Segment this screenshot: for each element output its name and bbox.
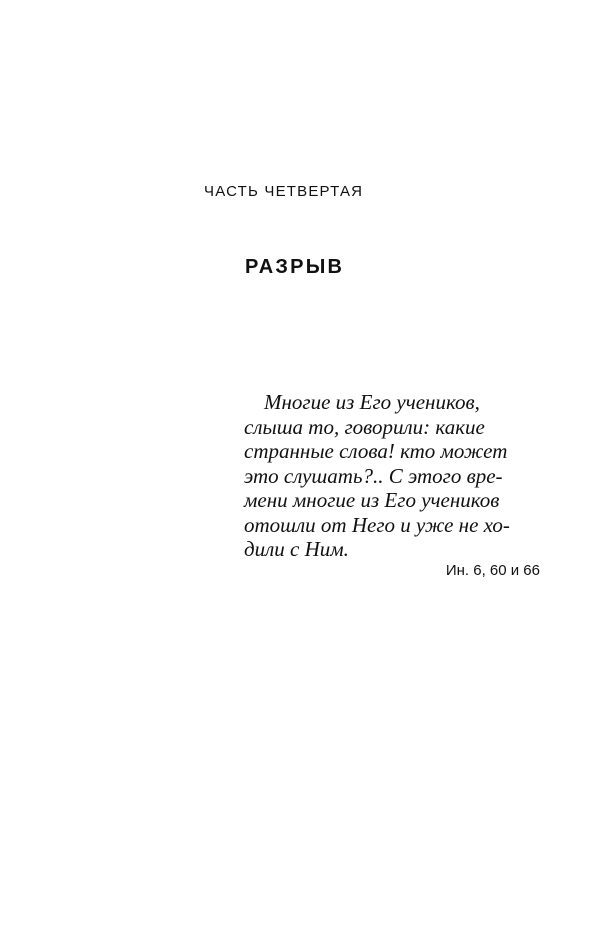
epigraph-source: Ин. 6, 60 и 66: [445, 561, 540, 579]
epigraph: [244, 390, 554, 580]
epigraph-line: Многие из Его учеников,: [264, 390, 480, 414]
epigraph-line: мени многие из Его учеников: [244, 488, 500, 512]
epigraph-text: [244, 390, 554, 562]
epigraph-line: слыша то, говорили: какие: [244, 414, 485, 439]
epigraph-line: странные слова! кто может: [244, 439, 508, 463]
epigraph-line: отошли от Него и уже не хо-: [244, 512, 510, 537]
epigraph-line: это слушать?.. С этого вре-: [244, 463, 503, 488]
epigraph-line: дили с Ним.: [244, 537, 349, 561]
part-label: ЧАСТЬ ЧЕТВЕРТАЯ: [204, 183, 364, 200]
part-title: РАЗРЫВ: [245, 256, 345, 278]
